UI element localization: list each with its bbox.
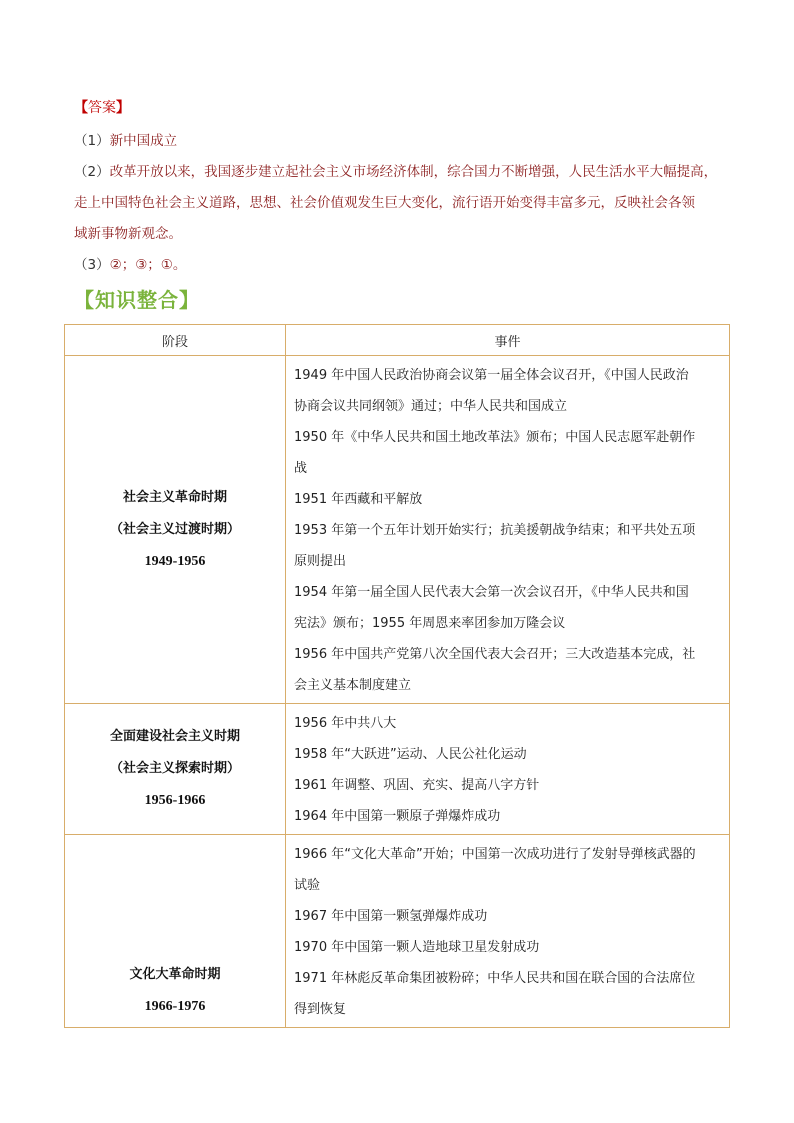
event-line: 1949 年中国人民政治协商会议第一届全体会议召开，《中国人民政治 <box>294 368 689 383</box>
event-line: 1971 年林彪反革命集团被粉碎；中华人民共和国在联合国的合法席位 <box>294 971 696 986</box>
answer-item-number: （3） <box>74 257 110 273</box>
answer-item-text: 走上中国特色社会主义道路，思想、社会价值观发生巨大变化，流行语开始变得丰富多元，反映社会各领 <box>74 195 695 211</box>
event-line: 1964 年中国第一颗原子弹爆炸成功 <box>294 809 501 824</box>
event-line: 1951 年西藏和平解放 <box>294 492 423 507</box>
events-cell <box>286 356 730 704</box>
section-title: 【知识整合】 <box>74 288 200 312</box>
stage-cell <box>65 356 286 704</box>
answer-heading-word: 答案 <box>88 100 116 116</box>
event-line: 1953 年第一个五年计划开始实行；抗美援朝战争结束；和平共处五项 <box>294 523 696 538</box>
answer-item-text: ②；③；①。 <box>109 257 187 273</box>
answer-item-number: （2） <box>74 164 110 180</box>
stage-text-group <box>65 959 285 1027</box>
event-line: 战 <box>294 461 308 476</box>
event-line: 会主义基本制度建立 <box>294 678 412 693</box>
stage-name: 社会主义革命时期 <box>122 489 227 505</box>
event-line: 得到恢复 <box>294 1002 347 1017</box>
knowledge-table <box>64 324 730 1028</box>
answer-item-2 <box>74 157 724 188</box>
stage-years: 1949-1956 <box>144 553 206 569</box>
event-line: 1958 年“大跃进”运动、人民公社化运动 <box>294 747 527 762</box>
table-row <box>65 356 730 704</box>
answer-item-text: 改革开放以来，我国逐步建立起社会主义市场经济体制，综合国力不断增强，人民生活水平大幅提高， <box>109 164 718 180</box>
answer-section <box>74 98 724 281</box>
stage-alias: （社会主义过渡时期） <box>109 521 240 537</box>
event-line: 试验 <box>294 878 321 893</box>
event-line: 1950 年《中华人民共和国土地改革法》颁布；中国人民志愿军赴朝作 <box>294 430 696 445</box>
event-line: 原则提出 <box>294 554 347 569</box>
answer-item-2-cont <box>74 188 724 219</box>
event-line: 1956 年中共八大 <box>294 716 397 731</box>
event-line: 1970 年中国第一颗人造地球卫星发射成功 <box>294 940 540 955</box>
stage-name: 全面建设社会主义时期 <box>109 729 240 744</box>
event-line: 1956 年中国共产党第八次全国代表大会召开；三大改造基本完成，社 <box>294 647 696 662</box>
table-header-stage: 阶段 <box>65 325 286 356</box>
answer-item-1 <box>74 126 724 157</box>
events-cell <box>286 835 730 1028</box>
event-line: 1966 年“文化大革命”开始；中国第一次成功进行了发射导弹核武器的 <box>294 847 696 862</box>
event-line: 1967 年中国第一颗氢弹爆炸成功 <box>294 909 488 924</box>
table-row <box>65 835 730 1028</box>
answer-item-text: 新中国成立 <box>109 133 178 149</box>
events-cell <box>286 704 730 835</box>
answer-item-2-cont <box>74 219 724 250</box>
stage-years: 1966-1976 <box>144 999 206 1014</box>
event-line: 1954 年第一届全国人民代表大会第一次会议召开，《中华人民共和国 <box>294 585 689 600</box>
event-line: 协商会议共同纲领》通过；中华人民共和国成立 <box>294 399 568 414</box>
stage-alias: （社会主义探索时期） <box>109 761 240 776</box>
answer-bracket-close: 】 <box>116 100 130 116</box>
table-row <box>65 704 730 835</box>
table-header-events: 事件 <box>286 325 730 356</box>
stage-name: 文化大革命时期 <box>129 967 221 982</box>
event-line: 宪法》颁布；1955 年周恩来率团参加万隆会议 <box>294 616 566 631</box>
event-line: 1961 年调整、巩固、充实、提高八字方针 <box>294 778 540 793</box>
answer-item-number: （1） <box>74 133 110 149</box>
answer-item-text: 域新事物新观念。 <box>74 226 182 242</box>
answer-heading <box>74 98 724 118</box>
stage-cell <box>65 704 286 835</box>
stage-years: 1956-1966 <box>144 793 206 808</box>
table-header-row <box>65 325 730 356</box>
answer-item-3 <box>74 250 724 281</box>
answer-bracket-open: 【 <box>74 100 88 116</box>
stage-cell <box>65 835 286 1028</box>
